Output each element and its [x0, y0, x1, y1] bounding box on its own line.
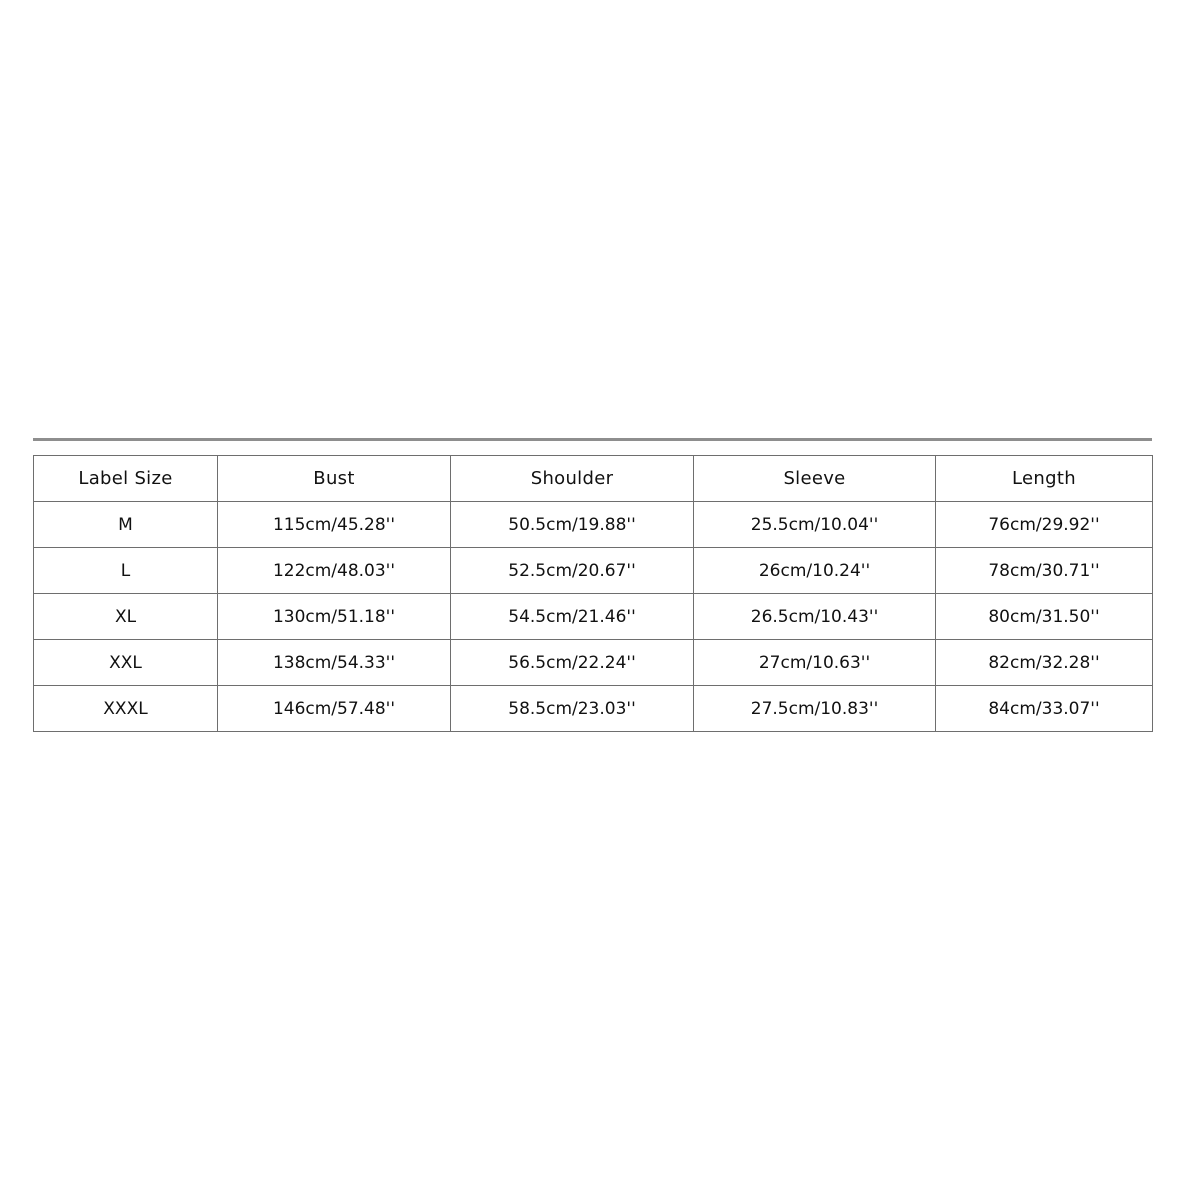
cell-shoulder: 58.5cm/23.03''	[451, 686, 694, 732]
cell-length: 80cm/31.50''	[936, 594, 1153, 640]
header-label-size: Label Size	[34, 456, 218, 502]
cell-bust: 146cm/57.48''	[218, 686, 451, 732]
table-row	[34, 640, 1153, 686]
cell-bust: 138cm/54.33''	[218, 640, 451, 686]
cell-sleeve: 25.5cm/10.04''	[694, 502, 936, 548]
top-divider	[33, 438, 1152, 441]
cell-sleeve: 26.5cm/10.43''	[694, 594, 936, 640]
cell-label-size: XL	[34, 594, 218, 640]
cell-shoulder: 54.5cm/21.46''	[451, 594, 694, 640]
cell-length: 84cm/33.07''	[936, 686, 1153, 732]
table-header-row	[34, 456, 1153, 502]
cell-label-size: L	[34, 548, 218, 594]
cell-length: 78cm/30.71''	[936, 548, 1153, 594]
table-row	[34, 548, 1153, 594]
table-row	[34, 594, 1153, 640]
cell-label-size: M	[34, 502, 218, 548]
header-shoulder: Shoulder	[451, 456, 694, 502]
cell-label-size: XXL	[34, 640, 218, 686]
cell-label-size: XXXL	[34, 686, 218, 732]
cell-bust: 115cm/45.28''	[218, 502, 451, 548]
cell-bust: 122cm/48.03''	[218, 548, 451, 594]
table-row	[34, 502, 1153, 548]
table-row	[34, 686, 1153, 732]
header-sleeve: Sleeve	[694, 456, 936, 502]
cell-shoulder: 50.5cm/19.88''	[451, 502, 694, 548]
cell-shoulder: 52.5cm/20.67''	[451, 548, 694, 594]
cell-sleeve: 26cm/10.24''	[694, 548, 936, 594]
cell-sleeve: 27cm/10.63''	[694, 640, 936, 686]
cell-length: 76cm/29.92''	[936, 502, 1153, 548]
cell-length: 82cm/32.28''	[936, 640, 1153, 686]
cell-shoulder: 56.5cm/22.24''	[451, 640, 694, 686]
cell-sleeve: 27.5cm/10.83''	[694, 686, 936, 732]
cell-bust: 130cm/51.18''	[218, 594, 451, 640]
size-chart-table	[33, 455, 1153, 732]
header-bust: Bust	[218, 456, 451, 502]
header-length: Length	[936, 456, 1153, 502]
